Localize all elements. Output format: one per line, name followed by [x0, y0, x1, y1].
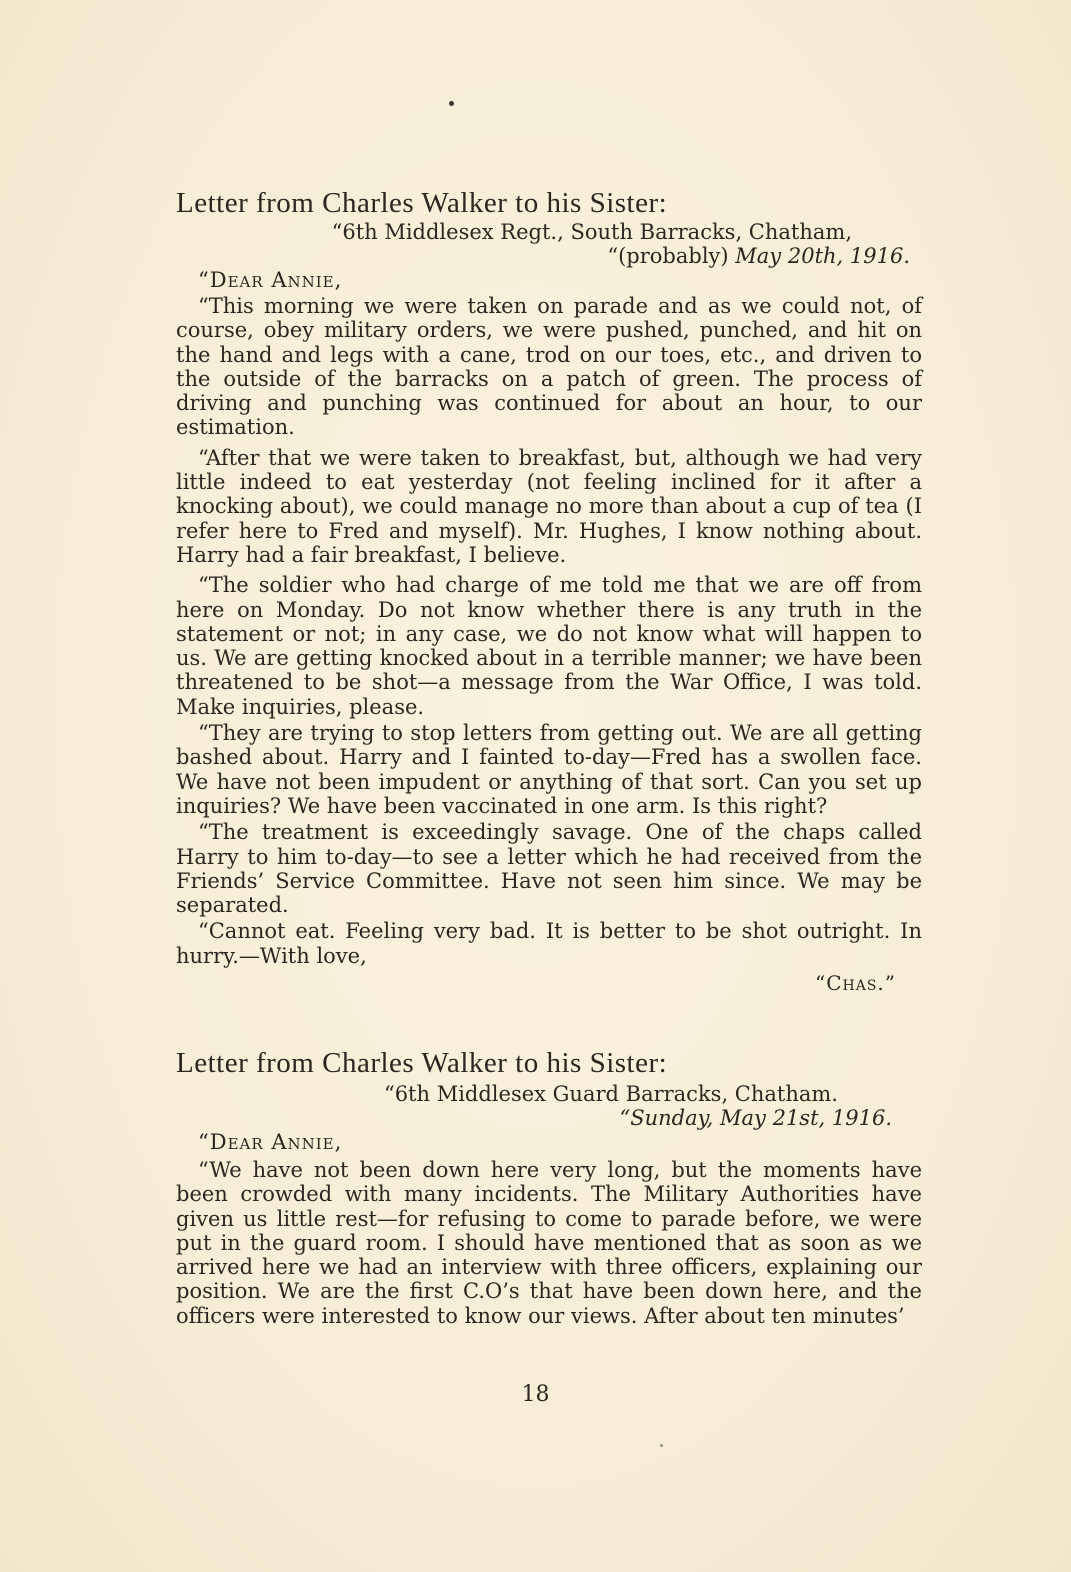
letter-1-paragraph-3: “The soldier who had charge of me told me that we are off from here on Monday. Do not know whether there is any truth in the statement or not; in any case, we do not know what will happen to us. We are getting knocked about in a terrible manner; we have been threatened to be shot—a message from the War Office, I was told. Make inquiries, please.: [176, 573, 922, 719]
letter-1-paragraph-5: “The treatment is exceedingly savage. One of the chaps called Harry to him to-day—to see a letter which he had received from the Friends’ Service Committee. Have not seen him since. We may be separated.: [176, 820, 922, 918]
letter-1-paragraph-2: “After that we were taken to breakfast, but, although we had very little indeed to eat yesterday (not feeling inclined for it after a knocking about), we could manage no more than about a cup of tea (I refer here to Fred and myself). Mr. Hughes, I know nothing about. Harry had a fair breakfast, I believe.: [176, 445, 922, 567]
letter-1-paragraph-6: “Cannot eat. Feeling very bad. It is better to be shot outright. In hurry.—With love,: [176, 919, 922, 968]
letter-2-paragraph-1: “We have not been down here very long, but the moments have been crowded with many incidents. The Military Authorities have given us little rest—for refusing to come to parade before, we were put in the guard room. I should have mentioned that as soon as we arrived here we had an interview with three officers, explaining our position. We are the first C.O’s that have been down here, and the officers were interested to know our views. After about ten minutes’: [176, 1158, 922, 1328]
letter-1-paragraph-1: “This morning we were taken on parade and as we could not, of course, obey military orders, we were pushed, punched, and hit on the hand and legs with a cane, trod on our toes, etc., and driven to the outside of the barracks on a patch of green. The process of driving and punching was continued for about an hour, to our estimation.: [176, 294, 922, 440]
letter-2-heading: Letter from Charles Walker to his Sister:: [176, 1047, 668, 1079]
letter-1-salutation: “Dear Annie,: [198, 268, 343, 292]
ink-speck: [449, 101, 454, 106]
letter-1-date-line: [176, 244, 922, 268]
letter-1-date: May 20th, 1916.: [735, 244, 910, 268]
ink-speck-small: [660, 1444, 663, 1447]
letter-2-address: “6th Middlesex Guard Barracks, Chatham.: [383, 1082, 838, 1106]
letter-1-address: “6th Middlesex Regt., South Barracks, Chatham,: [331, 220, 852, 244]
page-number: 18: [521, 1382, 550, 1407]
letter-2-date: “Sunday, May 21st, 1916.: [619, 1106, 892, 1130]
letter-1-paragraph-4: “They are trying to stop letters from getting out. We are all getting bashed about. Harry and I fainted to-day—Fred has a swollen face. We have not been impudent or anything of that sort. Can you set up inquiries? We have been vaccinated in one arm. Is this right?: [176, 721, 922, 818]
letter-2-salutation: “Dear Annie,: [198, 1130, 343, 1154]
letter-1: [176, 186, 922, 996]
letter-2: [176, 1046, 922, 1328]
letter-1-signature: “Chas.”: [814, 971, 896, 996]
letter-1-heading: Letter from Charles Walker to his Sister:: [176, 187, 668, 219]
letter-1-date-prefix: “(probably): [607, 244, 736, 268]
